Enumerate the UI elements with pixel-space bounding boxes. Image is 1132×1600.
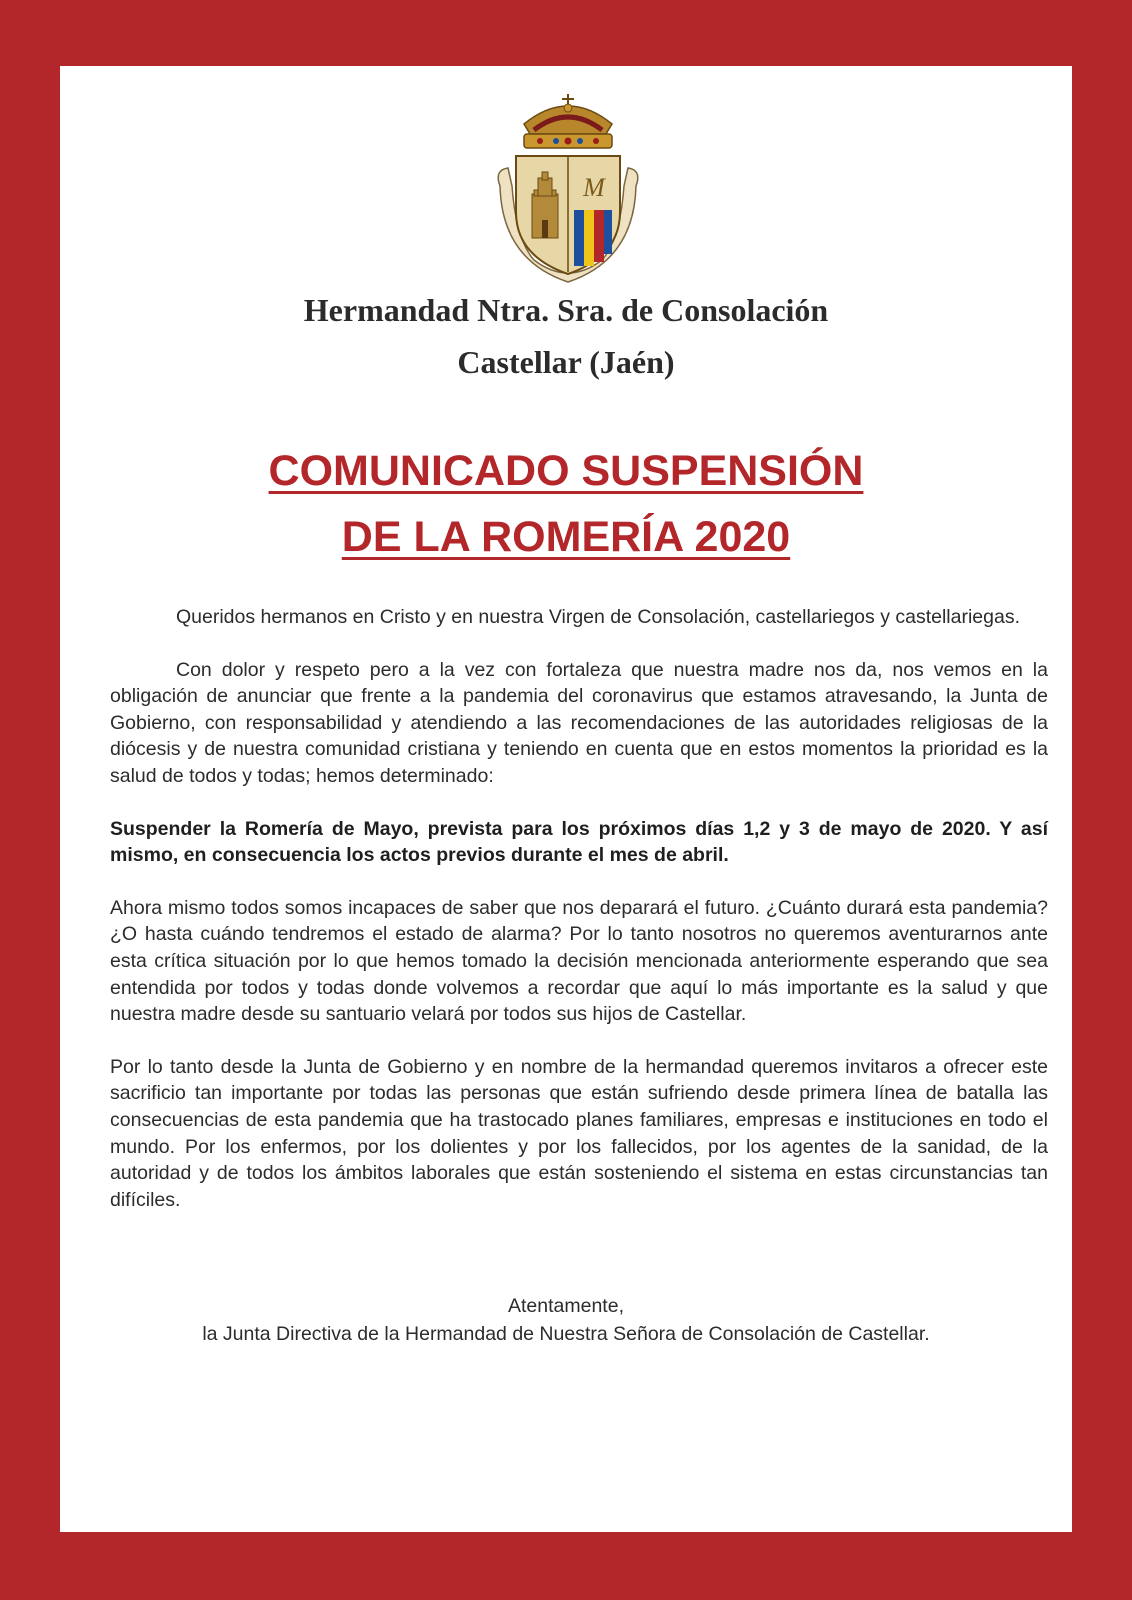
notice-sheet	[60, 66, 1072, 1532]
announcement-paragraph: Con dolor y respeto pero a la vez con fortaleza que nuestra madre nos da, nos vemos en la obligación de anunciar que frente a la pandemia del coronavirus que estamos atravesando, la Junta de Gobierno, con responsabilidad y atendiendo a las recomendaciones de las autoridades religiosas de la diócesis y de nuestra comunidad cristiana y teniendo en cuenta que en estos momentos la prioridad es la salud de todos y todas; hemos determinado:	[110, 658, 1048, 787]
crown-icon	[524, 94, 612, 148]
notice-body	[110, 604, 1048, 1239]
svg-text:M: M	[583, 173, 605, 202]
decision-paragraph: Suspender la Romería de Mayo, prevista para los próximos días 1,2 y 3 de mayo de 2020. Y así mismo, en consecuencia los actos previos durante el mes de abril.	[110, 817, 1048, 867]
invitation-paragraph: Por lo tanto desde la Junta de Gobierno y en nombre de la hermandad queremos invitaros a ofrecer este sacrificio tan importante por todas las personas que están sufriendo desde primera línea de batalla las consecuencias de esta pandemia que ha trastocado planes familiares, empresas e instituciones en todo el mundo. Por los enfermos, por los dolientes y por los fallecidos, por los agentes de la sanidad, de la autoridad y de todos los ámbitos laborales que están sosteniendo el sistema en estas circunstancias tan difíciles.	[110, 1055, 1048, 1211]
closing-salutation: Atentamente,	[508, 1295, 624, 1317]
notice-title-line1: COMUNICADO SUSPENSIÓN	[268, 447, 864, 495]
organization-location: Castellar (Jaén)	[457, 344, 675, 380]
uncertainty-paragraph: Ahora mismo todos somos incapaces de saber que nos deparará el futuro. ¿Cuánto durará esta pandemia? ¿O hasta cuándo tendremos el estado de alarma? Por lo tanto nosotros no queremos aventurarnos ante esta crítica situación por lo que hemos tomado la decisión mencionada anteriormente esperando que sea entendida por todos y todas donde volvemos a recordar que aquí lo más importante es la salud y que nuestra madre desde su santuario velará por todos sus hijos de Castellar.	[110, 896, 1048, 1026]
signature-line: la Junta Directiva de la Hermandad de Nuestra Señora de Consolación de Castellar.	[202, 1323, 930, 1345]
notice-title-line2: DE LA ROMERÍA 2020	[341, 513, 791, 561]
greeting-paragraph: Queridos hermanos en Cristo y en nuestra Virgen de Consolación, castellariegos y castellariegas.	[176, 606, 1021, 628]
organization-name: Hermandad Ntra. Sra. de Consolación	[303, 292, 829, 328]
coat-of-arms-icon	[494, 90, 642, 288]
